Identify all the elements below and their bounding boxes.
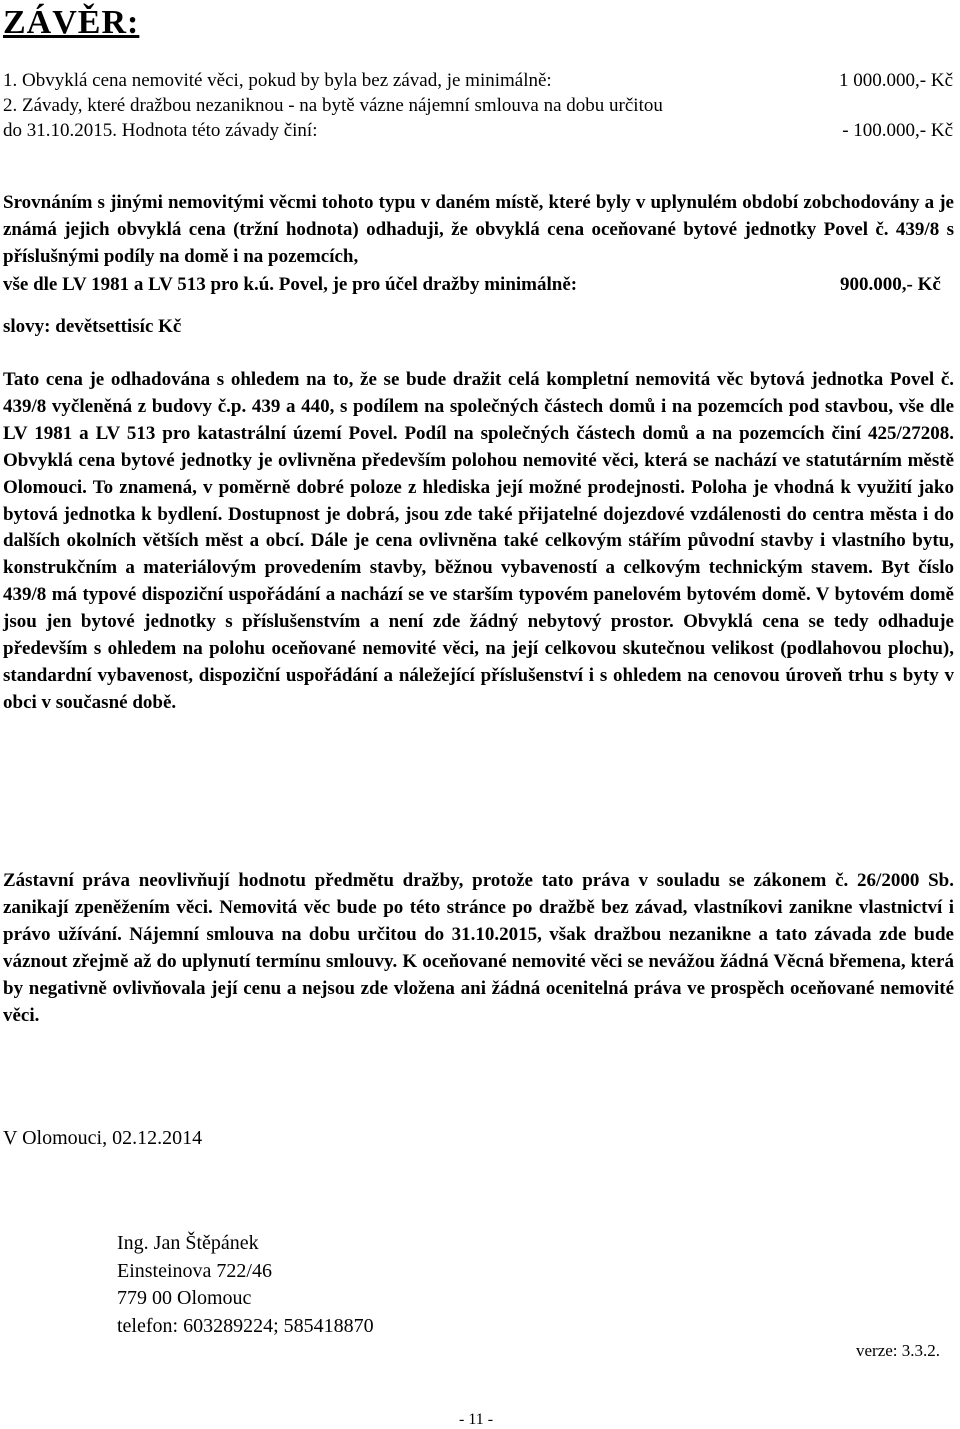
list-item-defects-line1: [3, 93, 953, 118]
version-label: verze: 3.3.2.: [856, 1341, 941, 1360]
appraiser-city: 779 00 Olomouc: [117, 1287, 252, 1309]
lien-rights-paragraph: Zástavní práva neovlivňují hodnotu předmětu dražby, protože tato práva v souladu se zákonem č. 26/2000 Sb. zanikají zpeněžením věci. Nemovitá věc bude po této stránce po dražbě bez závad, vlastníkovi zanikne vlastnictví i právo užívání. Nájemní smlouva na dobu určitou do 31.10.2015, však dražbou nezanikne a tato závada zde bude váznout zřejmě až do uplynutí termínu smlouvy. K oceňované nemovité věci se nevážou žádná Věcná břemena, která by negativně ovlivňovala její cenu a nejsou zde vložena ani žádná ocenitelná práva ve prospěch oceňované nemovité věci.: [3, 870, 954, 1026]
list-item-defects-line2: [3, 118, 953, 143]
list-item-defects-value-text: do 31.10.2015. Hodnota této závady činí:: [3, 120, 318, 141]
price-in-words: slovy: devětsettisíc Kč: [3, 316, 182, 337]
place-and-date: V Olomouci, 02.12.2014: [3, 1127, 203, 1149]
appraiser-phone: telefon: 603289224; 585418870: [117, 1314, 374, 1337]
valuation-list: [3, 68, 953, 143]
comparison-summary-last-text: vše dle LV 1981 a LV 513 pro k.ú. Povel, je pro účel dražby minimálně:: [3, 273, 578, 295]
minimum-price-amount: 900.000,- Kč: [840, 273, 941, 295]
defect-value-amount: - 100.000,- Kč: [842, 120, 953, 141]
conclusion-heading: ZÁVĚR:: [3, 4, 140, 41]
price-justification-paragraph: Tato cena je odhadována s ohledem na to, že se bude dražit celá kompletní nemovitá věc bytová jednotka Povel č. 439/8 vyčleněná z budovy č.p. 439 a 440, s podílem na společných částech domů i na pozemcích pod stavbou, vše dle LV 1981 a LV 513 pro katastrální území Povel. Podíl na společných částech domů a na pozemcích činí 425/27208. Obvyklá cena bytové jednotky je ovlivněna především polohou nemovité věci, která se nachází ve statutárním městě Olomouci. To znamená, v poměrně dobré poloze z hlediska její možné prodejnosti. Poloha je vhodná k využití jako bytová jednotka k bydlení. Dostupnost je dobrá, jsou zde také přijatelné dojezdové vzdálenosti do centra města i do dalších okolních větších měst a obcí. Dále je cena ovlivněna také celkovým stářím původní stavby i vlastního bytu, konstrukčním a materiálovým provedením stavby, běžnou vybaveností a celkovým technickým stavem. Byt číslo 439/8 má typové dispoziční uspořádání a nachází se ve starším typovém panelovém bytovém domě. V bytovém domě jsou jen bytové jednotky s příslušenstvím a není zde žádný nebytový prostor. Obvyklá cena se tedy odhaduje především s ohledem na polohu oceňované nemovité věci, na její celkovou skutečnou velikost (podlahovou plochu), standardní vybavenost, dispoziční uspořádání a náležející příslušenství i s ohledem na cenovou úroveň trhu s byty v obci v současné době.: [3, 369, 954, 713]
usual-price-amount: 1 000.000,- Kč: [839, 70, 953, 91]
page-number: - 11 -: [459, 1411, 494, 1428]
signature-block: [117, 1230, 374, 1340]
list-item-defects-text: 2. Závady, které dražbou nezaniknou - na bytě vázne nájemní smlouva na dobu určitou: [3, 95, 663, 116]
list-item-usual-price: [3, 68, 953, 93]
comparison-summary-text: Srovnáním s jinými nemovitými věcmi tohoto typu v daném místě, které byly v uplynulém období zobchodovány a je známá jejich obvyklá cena (tržní hodnota) odhaduji, že obvyklá cena oceňované bytové jednotky Povel č. 439/8 s příslušnými podíly na domě i na pozemcích,: [3, 192, 954, 267]
appraiser-street: Einsteinova 722/46: [117, 1259, 272, 1282]
comparison-summary-last-line: [3, 271, 954, 298]
appraiser-name: Ing. Jan Štěpánek: [117, 1232, 259, 1254]
comparison-summary: [3, 190, 954, 298]
list-item-usual-price-text: 1. Obvyklá cena nemovité věci, pokud by byla bez závad, je minimálně:: [3, 70, 552, 91]
